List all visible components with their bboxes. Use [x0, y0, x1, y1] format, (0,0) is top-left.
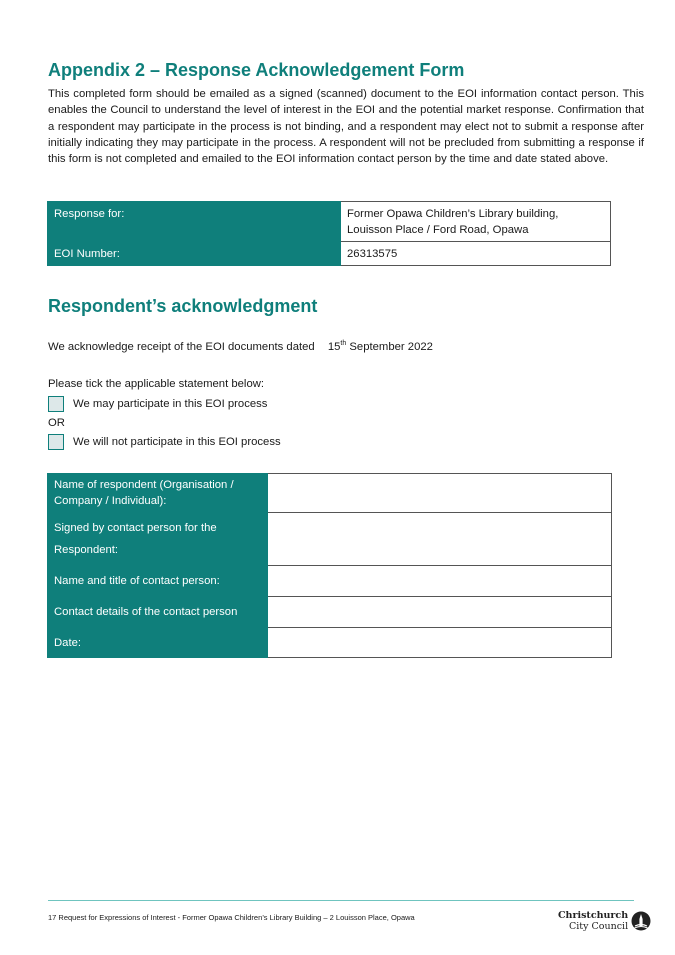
contact-details-field[interactable] — [268, 597, 612, 628]
signed-by-label-line2: Respondent: — [54, 544, 119, 556]
table-row — [48, 474, 612, 513]
date-suffix: th — [340, 340, 347, 347]
table-row — [48, 242, 611, 266]
contact-name-title-label: Name and title of contact person: — [48, 566, 268, 597]
date-label: Date: — [48, 628, 268, 658]
eoi-number-value: 26313575 — [341, 242, 611, 266]
cathedral-emblem-icon — [631, 911, 651, 931]
response-for-label: Response for: — [48, 202, 341, 242]
respondent-name-label-line1: Name of respondent (Organisation / — [54, 479, 234, 491]
respondent-name-label-line2: Company / Individual): — [54, 495, 167, 507]
eoi-number-label: EOI Number: — [48, 242, 341, 266]
logo-line2: City Council — [568, 921, 629, 932]
response-for-value — [341, 202, 611, 242]
respondent-details-table — [47, 473, 612, 658]
logo-line1: Christchurch — [558, 910, 629, 921]
christchurch-city-council-logo — [558, 910, 651, 932]
participate-option[interactable] — [48, 396, 267, 412]
intro-paragraph: This completed form should be emailed as a signed (scanned) document to the EOI information contact person. This enables the Council to understand the level of interest in the EOI and the potential market response. Confirmation that a respondent may participate in the process is not binding, and a respondent may elect not to submit a response after initially indicating they may participate in the process. A respondent will not be precluded from submitting a response if this form is not completed and emailed to the EOI information contact person by the time and date stated above. — [48, 88, 644, 166]
not-participate-option[interactable] — [48, 434, 281, 450]
not-participate-checkbox[interactable] — [48, 434, 64, 450]
table-row — [48, 566, 612, 597]
contact-name-title-field[interactable] — [268, 566, 612, 597]
date-rest: September 2022 — [346, 340, 433, 353]
acknowledgement-text: We acknowledge receipt of the EOI documents dated — [48, 340, 315, 353]
response-for-value-line1: Former Opawa Children’s Library building, — [347, 208, 559, 220]
participate-checkbox[interactable] — [48, 396, 64, 412]
signature-field[interactable] — [268, 513, 612, 566]
table-row — [48, 202, 611, 242]
footer-text: 17 Request for Expressions of Interest - Former Opawa Children’s Library Building – 2 Louisson Place, Opawa — [48, 913, 415, 922]
footer-divider — [48, 900, 634, 901]
logo-wordmark — [558, 910, 628, 932]
not-participate-option-label: We will not participate in this EOI process — [73, 436, 281, 448]
signed-by-label-line1: Signed by contact person for the — [54, 522, 217, 534]
acknowledgement-line — [48, 340, 433, 353]
acknowledgement-date — [328, 341, 433, 353]
contact-details-label: Contact details of the contact person — [48, 597, 268, 628]
respondent-name-field[interactable] — [268, 474, 612, 513]
summary-table — [47, 201, 611, 266]
respondent-section-title: Respondent’s acknowledgment — [48, 296, 318, 316]
or-separator: OR — [48, 417, 65, 429]
table-row — [48, 513, 612, 566]
table-row — [48, 597, 612, 628]
respondent-name-label — [48, 474, 268, 513]
signed-by-label — [48, 513, 268, 566]
tick-prompt: Please tick the applicable statement below: — [48, 378, 265, 390]
date-field[interactable] — [268, 628, 612, 658]
response-for-value-line2: Louisson Place / Ford Road, Opawa — [347, 224, 529, 236]
participate-option-label: We may participate in this EOI process — [73, 398, 268, 410]
table-row — [48, 628, 612, 658]
appendix-title: Appendix 2 – Response Acknowledgement Form — [48, 60, 465, 80]
date-day: 15 — [327, 340, 341, 353]
